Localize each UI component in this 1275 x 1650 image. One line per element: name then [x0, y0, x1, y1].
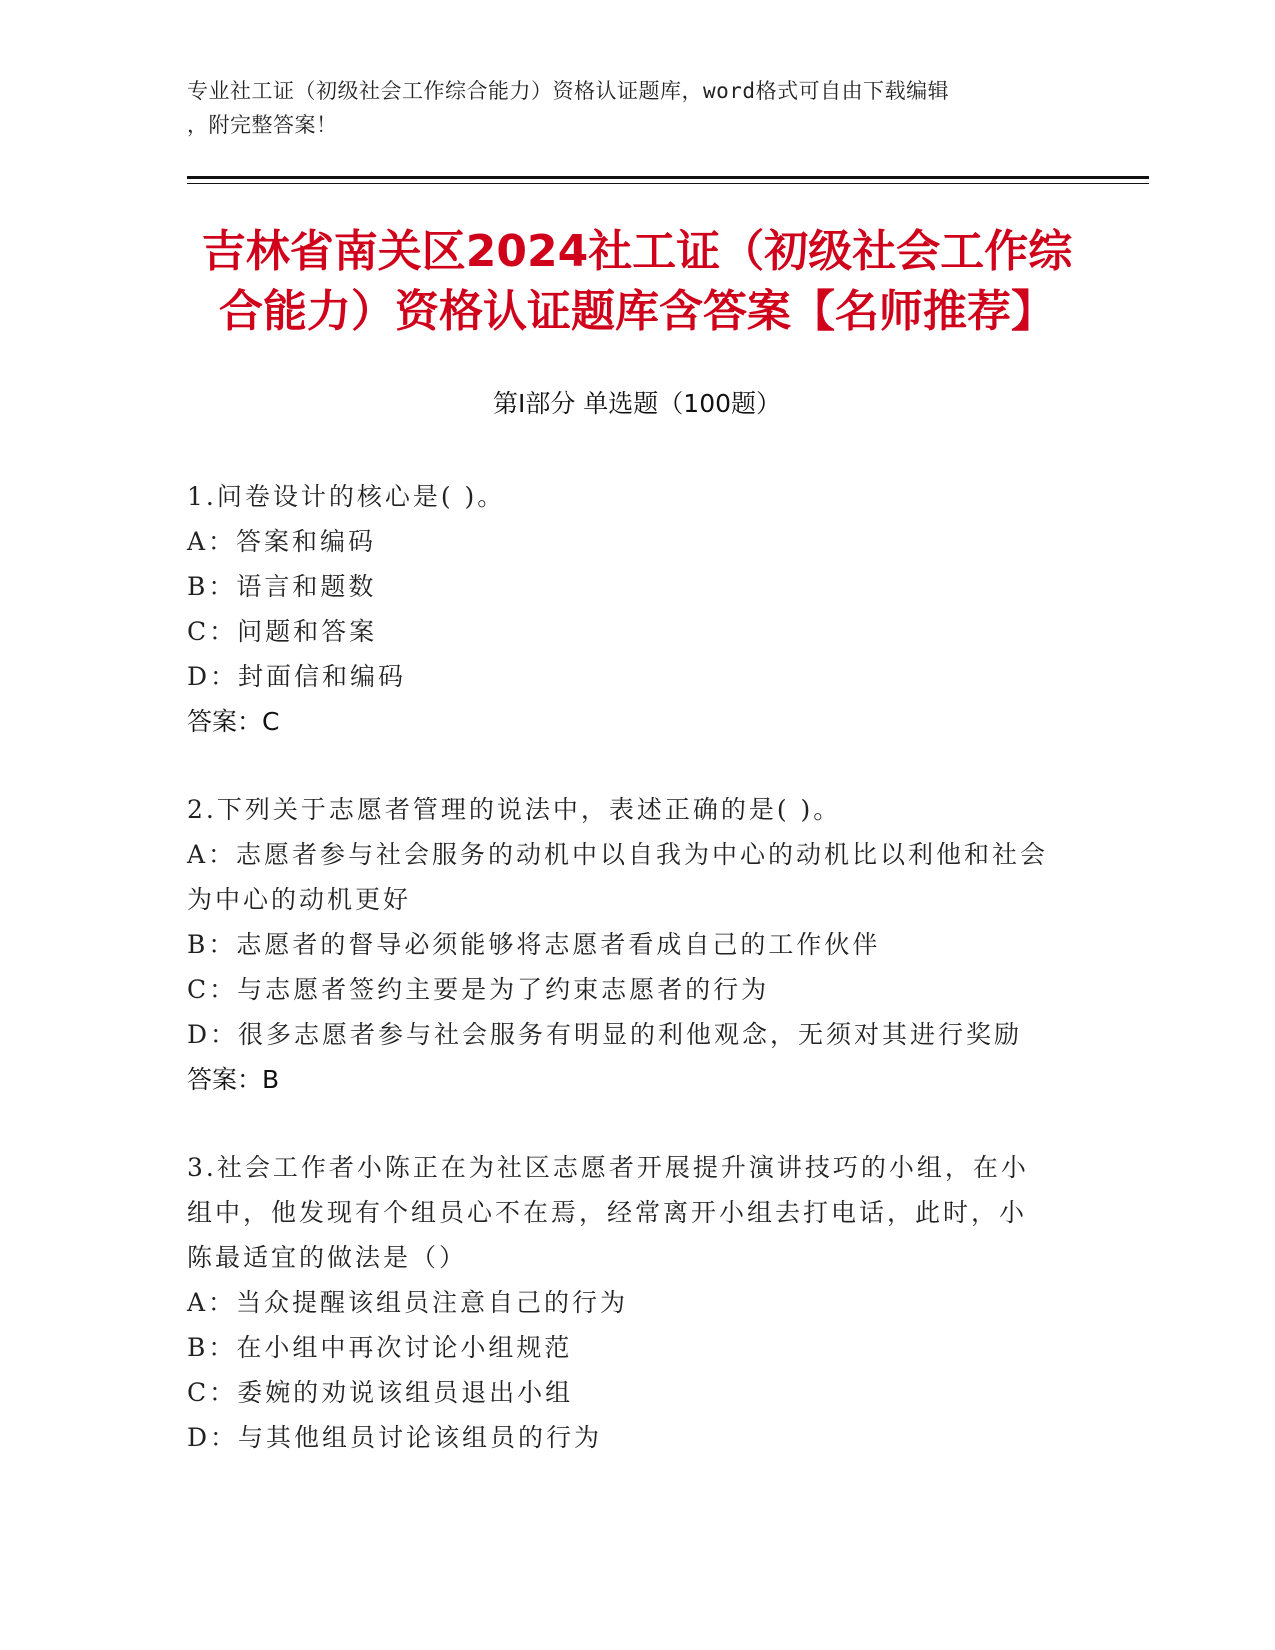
document-title — [187, 222, 1087, 342]
option-d: D：与其他组员讨论该组员的行为 — [187, 1423, 603, 1452]
question-stem: 3.社会工作者小陈正在为社区志愿者开展提升演讲技巧的小组，在小 — [187, 1153, 1029, 1182]
question-list — [187, 474, 1067, 1503]
option-a: A：志愿者参与社会服务的动机中以自我为中心的动机比以利他和社会 — [187, 840, 1049, 869]
answer-key: 答案：C — [187, 707, 280, 736]
option-c: C：与志愿者签约主要是为了约束志愿者的行为 — [187, 975, 770, 1004]
header-note-line-2: ，附完整答案！ — [187, 113, 338, 137]
option-d: D：很多志愿者参与社会服务有明显的利他观念，无须对其进行奖励 — [187, 1020, 1023, 1049]
header-note — [187, 74, 1067, 142]
option-b: B：语言和题数 — [187, 572, 377, 601]
option-c: C：委婉的劝说该组员退出小组 — [187, 1378, 574, 1407]
header-divider-thin — [187, 183, 1149, 184]
question-item — [187, 474, 1067, 744]
option-c: C：问题和答案 — [187, 617, 378, 646]
document-title-line-1: 吉林省南关区2024社工证（初级社会工作综 — [201, 226, 1073, 277]
document-title-line-2: 合能力）资格认证题库含答案【名师推荐】 — [219, 286, 1055, 337]
option-a: A：当众提醒该组员注意自己的行为 — [187, 1288, 629, 1317]
question-item — [187, 787, 1067, 1102]
question-stem: 1.问卷设计的核心是( )。 — [187, 482, 506, 511]
header-divider-thick — [187, 176, 1149, 179]
option-d: D：封面信和编码 — [187, 662, 407, 691]
question-item — [187, 1145, 1067, 1460]
question-stem: 2.下列关于志愿者管理的说法中，表述正确的是( )。 — [187, 795, 842, 824]
option-b: B：在小组中再次讨论小组规范 — [187, 1333, 573, 1362]
answer-key: 答案：B — [187, 1065, 280, 1094]
option-a-continued: 为中心的动机更好 — [187, 885, 412, 914]
header-note-line-1: 专业社工证（初级社会工作综合能力）资格认证题库，word格式可自由下载编辑 — [187, 79, 950, 103]
question-stem-continued: 陈最适宜的做法是（） — [187, 1243, 468, 1272]
section-heading: 第Ⅰ部分 单选题（100题） — [492, 389, 782, 418]
option-a: A：答案和编码 — [187, 527, 377, 556]
option-b: B：志愿者的督导必须能够将志愿者看成自己的工作伙伴 — [187, 930, 881, 959]
question-stem-continued: 组中，他发现有个组员心不在焉，经常离开小组去打电话，此时，小 — [187, 1198, 1028, 1227]
